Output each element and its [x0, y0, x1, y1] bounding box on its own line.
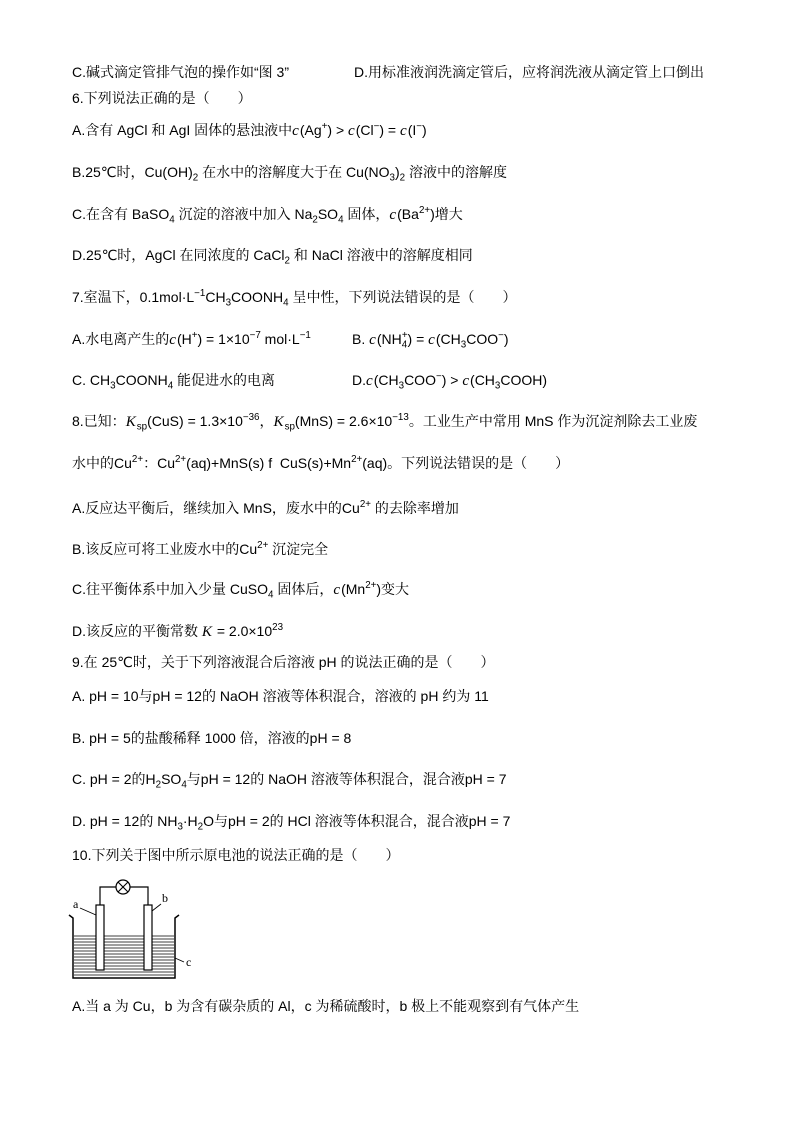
- text-run: 固体后，: [273, 581, 334, 597]
- text-run: ) =: [407, 331, 429, 347]
- italic-symbol: K: [273, 414, 284, 430]
- subscript: 4: [169, 214, 175, 226]
- text-run: D.: [352, 372, 366, 388]
- italic-symbol: c: [169, 332, 176, 348]
- beaker: [69, 915, 179, 978]
- text-run: 在水中的溶解度大于在 Cu(NO: [198, 164, 390, 180]
- subscript: 3: [110, 380, 116, 392]
- superscript: +: [191, 330, 198, 342]
- subscript: 3: [389, 172, 395, 184]
- superscript: −1: [194, 288, 206, 300]
- subscript: 2: [399, 172, 406, 184]
- q9-option-a: [72, 686, 489, 706]
- subscript: 2: [284, 255, 290, 267]
- q9-option-d: [72, 811, 510, 831]
- italic-symbol: c: [428, 332, 435, 348]
- superscript: −1: [299, 330, 311, 342]
- subscript: 2: [312, 214, 318, 226]
- q7-option-c: [72, 370, 275, 390]
- text-run: A.水电离产生的: [72, 331, 170, 347]
- text-run: ，: [259, 413, 274, 429]
- electrode-b: [144, 905, 152, 970]
- text-run: 和 NaCl 溶液中的溶解度相同: [290, 247, 473, 263]
- text-run: B.该反应可将工业废水中的Cu: [72, 541, 258, 557]
- text-run: COONH: [115, 372, 168, 388]
- q8-option-c: [72, 579, 409, 599]
- q6-option-d: [72, 245, 473, 265]
- text-run: D. pH = 12的 NH: [72, 813, 178, 829]
- superscript: −: [373, 121, 380, 133]
- text-run: COO: [404, 372, 436, 388]
- subscript: 4: [338, 214, 344, 226]
- superscript: 2+: [131, 454, 144, 466]
- q7-option-b: [352, 329, 509, 349]
- leader-line-a: [80, 908, 96, 915]
- text-run: 沉淀完全: [268, 541, 329, 557]
- electrolyte-hatching: [74, 936, 174, 975]
- superscript: 2+: [257, 540, 269, 552]
- text-run: COO: [466, 331, 499, 347]
- text-run: (I: [407, 122, 417, 138]
- superscript: −: [498, 330, 504, 342]
- text-run: A.含有 AgCl 和 AgI 固体的悬浊液中: [72, 122, 293, 138]
- superscript: +: [401, 330, 408, 342]
- q6-option-a: [72, 120, 427, 140]
- text-run: = 2.0×10: [212, 623, 273, 639]
- subscript: 3: [460, 339, 467, 351]
- superscript: −: [416, 121, 423, 133]
- italic-symbol: c: [333, 582, 341, 598]
- subscript: 3: [398, 380, 405, 392]
- text-run: 溶液中的溶解度: [405, 164, 508, 180]
- label-c: c: [186, 955, 192, 969]
- italic-symbol: c: [292, 123, 299, 139]
- text-run: (CH: [470, 372, 495, 388]
- q6-option-b: [72, 162, 507, 182]
- subscript: 2: [155, 779, 162, 791]
- subscript: 3: [225, 297, 232, 309]
- subscript: sp: [136, 421, 148, 433]
- text-run: 的去除率增加: [370, 500, 459, 516]
- text-run: )增大: [430, 206, 463, 222]
- subscript: 4: [167, 380, 174, 392]
- q10-option-a: [72, 996, 579, 1016]
- text-run: C.往平衡体系中加入少量 CuSO: [72, 581, 269, 597]
- text-run: 与pH = 12的 NaOH 溶液等体积混合，混合液pH = 7: [186, 771, 507, 787]
- q6-stem: [72, 88, 252, 108]
- q7-option-d: [352, 370, 547, 390]
- q8-option-d: [72, 621, 283, 641]
- text-run: 8.已知：: [72, 413, 126, 429]
- text-run: (Cl: [355, 122, 374, 138]
- q5-option-c: [72, 62, 289, 82]
- italic-symbol: c: [348, 123, 355, 139]
- text-run: 水中的Cu: [72, 455, 132, 471]
- subscript: 3: [177, 821, 183, 833]
- text-run: COONH: [231, 289, 284, 305]
- text-run: A.反应达平衡后，继续加入 MnS，废水中的Cu: [72, 500, 360, 516]
- superscript: −7: [249, 330, 261, 342]
- text-run: )变大: [376, 581, 410, 597]
- galvanic-cell-figure: [60, 870, 200, 990]
- text-run: (CH: [435, 331, 461, 347]
- subscript: sp: [284, 421, 295, 433]
- text-run: SO: [161, 771, 182, 787]
- superscript: 23: [272, 622, 284, 634]
- italic-symbol: K: [125, 414, 136, 430]
- subscript: 4: [181, 779, 187, 791]
- text-run: D.用标准液润洗滴定管后，应将润洗液从滴定管上口倒出: [354, 64, 704, 80]
- text-run: (aq)。下列说法错误的是（ ）: [362, 455, 570, 471]
- subscript: 2: [192, 172, 199, 184]
- label-a: a: [73, 897, 79, 911]
- italic-symbol: c: [400, 123, 407, 139]
- text-run: C.碱式滴定管排气泡的操作如“图 3”: [72, 64, 289, 80]
- text-run: 6.下列说法正确的是（ ）: [72, 90, 252, 106]
- text-run: (Ba: [397, 206, 419, 222]
- q8-stem-line-1: [72, 411, 697, 431]
- superscript: −36: [242, 412, 260, 424]
- leader-line-c: [175, 958, 184, 962]
- italic-symbol: c: [369, 332, 376, 348]
- italic-symbol: c: [389, 207, 397, 223]
- text-run: (Mn: [341, 581, 366, 597]
- text-run: 9.在 25℃时，关于下列溶液混合后溶液 pH 的说法正确的是（ ）: [72, 654, 495, 670]
- text-run: B.: [352, 331, 370, 347]
- text-run: O与pH = 2的 HCl 溶液等体积混合，混合液pH = 7: [203, 813, 511, 829]
- text-run: 呈中性，下列说法错误的是（ ）: [288, 289, 517, 305]
- text-run: (H: [176, 331, 192, 347]
- text-run: C. pH = 2的H: [72, 771, 156, 787]
- text-run: 7.室温下，0.1mol·L: [72, 289, 195, 305]
- text-run: COOH): [500, 372, 548, 388]
- text-run: D.25℃时，AgCl 在同浓度的 CaCl: [72, 247, 285, 263]
- q6-option-c: [72, 204, 463, 224]
- text-run: ·H: [182, 813, 198, 829]
- q10-stem: [72, 845, 399, 865]
- text-run: CH: [205, 289, 226, 305]
- q5-option-d: [354, 62, 704, 82]
- text-run: 10.下列关于图中所示原电池的说法正确的是（ ）: [72, 847, 400, 863]
- q7-stem: [72, 287, 516, 307]
- subscript: 4: [283, 297, 289, 309]
- q7-option-a: [72, 329, 311, 349]
- superscript: 2+: [359, 499, 371, 511]
- q9-option-c: [72, 769, 507, 789]
- text-run: ) = 1×10: [197, 331, 250, 347]
- subscript: 3: [494, 380, 501, 392]
- leader-line-b: [152, 904, 161, 911]
- text-run: ): [395, 164, 400, 180]
- italic-symbol: c: [462, 373, 470, 389]
- superscript: 2+: [418, 205, 431, 217]
- text-run: (CuS) = 1.3×10: [147, 413, 243, 429]
- superscript: 2+: [351, 454, 363, 466]
- superscript: 2+: [174, 454, 187, 466]
- subscript: 4: [268, 589, 274, 601]
- text-run: ): [503, 331, 509, 347]
- text-run: ) >: [441, 372, 463, 388]
- text-run: (NH: [376, 331, 402, 347]
- text-run: 能促进水的电离: [173, 372, 276, 388]
- superscript: 2+: [365, 580, 377, 592]
- lamp-icon: [116, 880, 130, 894]
- text-run: A. pH = 10与pH = 12的 NaOH 溶液等体积混合，溶液的 pH 约为 11: [72, 688, 489, 704]
- text-run: (Ag: [299, 122, 322, 138]
- text-run: C.在含有 BaSO: [72, 206, 170, 222]
- q8-option-b: [72, 539, 328, 559]
- q9-option-b: [72, 728, 351, 748]
- text-run: A.当 a 为 Cu，b 为含有碳杂质的 Al，c 为稀硫酸时，b 极上不能观察到有气体产生: [72, 998, 580, 1014]
- text-run: B. pH = 5的盐酸稀释 1000 倍，溶液的pH = 8: [72, 730, 352, 746]
- text-run: 。工业生产中常用 MnS 作为沉淀剂除去工业废: [408, 413, 698, 429]
- text-run: SO: [317, 206, 339, 222]
- text-run: ：Cu: [143, 455, 175, 471]
- text-run: D.该反应的平衡常数: [72, 623, 202, 639]
- text-run: B.25℃时，Cu(OH): [72, 164, 193, 180]
- text-run: ) =: [379, 122, 400, 138]
- text-run: (MnS) = 2.6×10: [294, 413, 393, 429]
- italic-symbol: c: [366, 373, 373, 389]
- text-run: mol·L: [260, 331, 300, 347]
- q9-stem: [72, 652, 495, 672]
- text-run: ) >: [327, 122, 349, 138]
- subscript: 2: [197, 821, 204, 833]
- superscript: −: [435, 371, 442, 383]
- italic-symbol: K: [201, 624, 212, 640]
- q8-option-a: [72, 498, 459, 518]
- text-run: C. CH: [72, 372, 111, 388]
- superscript: +: [321, 121, 328, 133]
- text-run: (CH: [373, 372, 399, 388]
- electrode-a: [96, 905, 104, 970]
- text-run: (aq)+MnS(s) f CuS(s)+Mn: [186, 455, 352, 471]
- text-run: ): [422, 122, 427, 138]
- superscript: −13: [392, 412, 409, 424]
- label-b: b: [162, 891, 168, 905]
- text-run: 固体，: [343, 206, 390, 222]
- q8-stem-line-2: [72, 453, 569, 473]
- subscript: 4: [401, 339, 408, 351]
- text-run: 沉淀的溶液中加入 Na: [174, 206, 313, 222]
